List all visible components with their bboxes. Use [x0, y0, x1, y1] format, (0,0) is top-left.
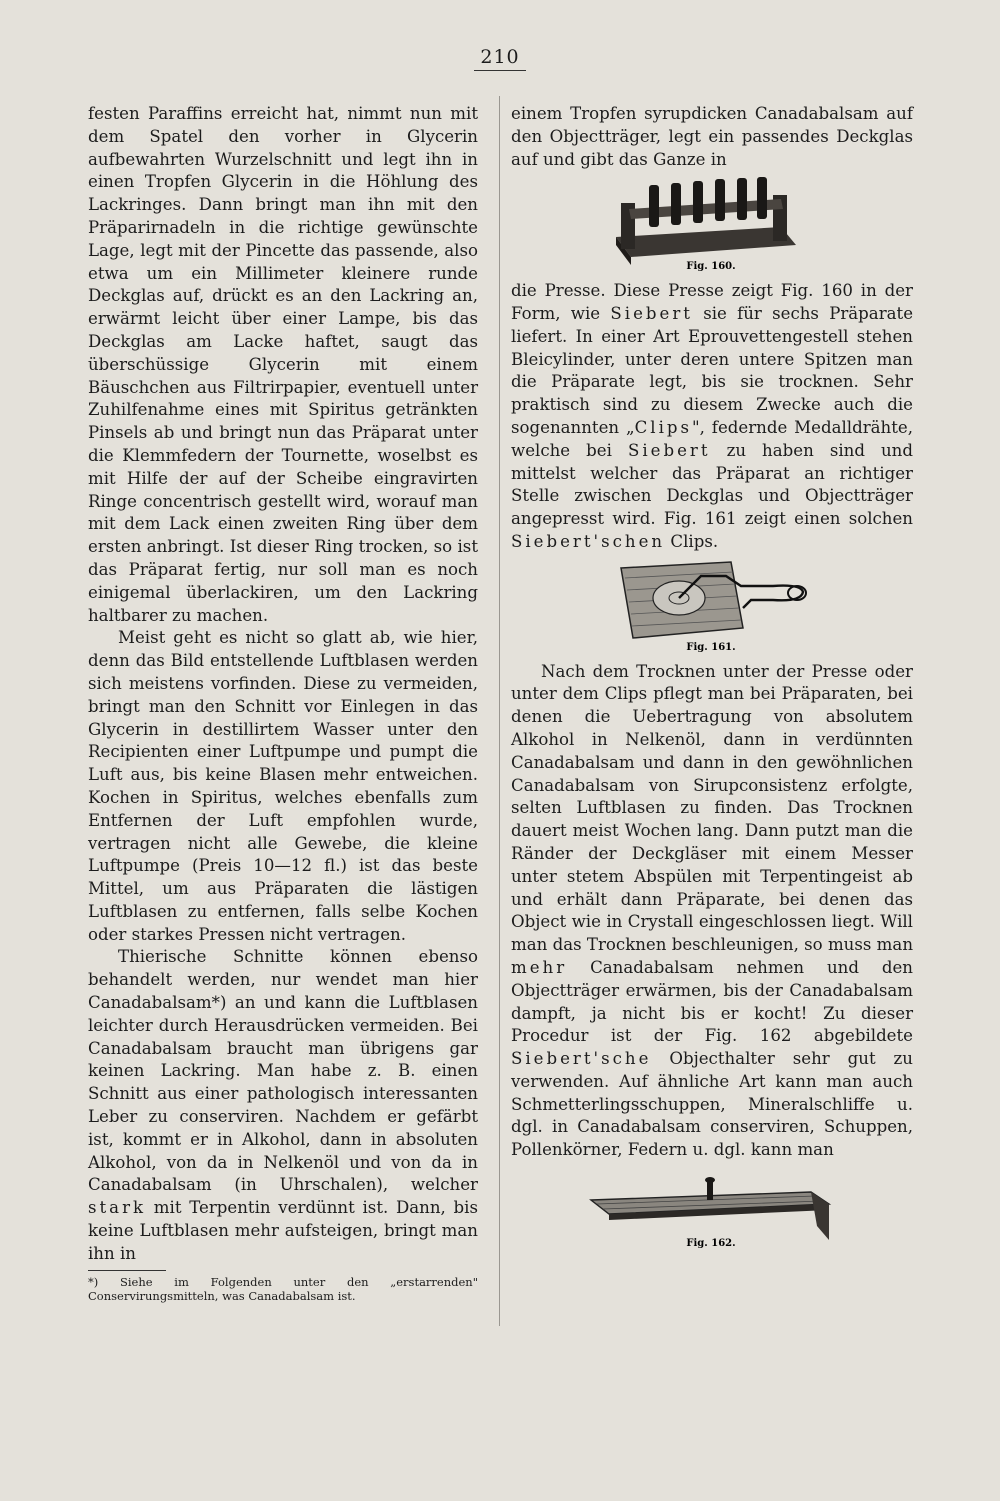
left-paragraph-2: Meist geht es nicht so glatt ab, wie hier, denn das Bild entstellende Luftblasen werden sich meistens vorfinden. Diese zu vermeiden, bringt man den Schnitt vor Einlegen in das Glycerin in destillirtem Wasser unter den Recipienten einer Luftpumpe und pumpt die Luft aus, bis keine Blasen mehr entweichen. Kochen in Spiritus, welches ebenfalls zum Entfernen der Luft empfohlen wurde, vertragen nicht alle Gewebe, die kleine Luftpumpe (Preis 10—12 fl.) ist das beste Mittel, um aus Präparaten die lästigen Luftblasen zu entfernen, falls selbe Kochen oder starkes Pressen nicht vertragen.	[88, 628, 478, 944]
right-paragraph-2-text-e: Clips.	[665, 531, 719, 551]
fig160-caption: Fig. 160.	[686, 261, 736, 273]
right-paragraph-3-text-b: Canadabalsam nehmen und den Objectträger erwärmen, bis der Canadabalsam dampft, ja nicht bis er kocht! Zu dieser Procedur ist der Fig. 162 abgebildete	[511, 957, 913, 1046]
name-siebert-2: Siebert	[627, 440, 711, 460]
figure-162	[511, 1166, 913, 1257]
name-siebert-4: Siebert'sche	[511, 1049, 652, 1069]
right-paragraph-1: einem Tropfen syrupdicken Canadabalsam auf den Objectträger, legt ein passendes Deckglas auf und gibt das Ganze in	[511, 104, 913, 169]
left-paragraph-3-text-b: mit Terpentin verdünnt ist. Dann, bis keine Luftblasen mehr aufsteigen, bringt man ihn in	[88, 1198, 478, 1263]
column-divider	[499, 96, 500, 1326]
term-clips: Clips	[634, 417, 693, 437]
page-number: 210	[480, 46, 520, 68]
right-paragraph-3-text-c: Objecthalter sehr gut zu verwenden. Auf ähnliche Art kann man auch Schmetterlingsschuppen, Mineralschliffe u. dgl. in Canadabalsam conserviren, Schuppen, Pollenkörner, Federn u. dgl. kann man	[511, 1049, 913, 1160]
clips-illustration	[511, 558, 913, 654]
left-paragraph-1: festen Paraffins erreicht hat, nimmt nun mit dem Spatel den vorher in Glycerin aufbewahrten Wurzelschnitt und legt ihn in einen Tropfen Glycerin in die Höhlung des Lackringes. Dann bringt man ihn mit den Präparirnadeln in die richtige gewünschte Lage, legt mit der Pincette das passende, also etwa um ein Millimeter kleinere runde Deckglas auf, drückt es an den Lackring an, erwärmt leicht über einer Lampe, bis das Deckglas am Lacke haftet, saugt das überschüssige Glycerin mit einem Bäuschchen aus Filtrirpapier, eventuell unter Zuhilfenahme eines mit Spiritus getränkten Pinsels ab und bringt nun das Präparat unter die Klemmfedern der Tournette, woselbst es mit Hilfe der auf der Scheibe eingravirten Ringe concentrisch gestellt wird, worauf man mit dem Lack einen zweiten Ring über dem ersten anbringt. Ist dieser Ring trocken, so ist das Präparat fertig, nur soll man es noch einigemal überlackiren, um den Lackring haltbarer zu machen.	[88, 104, 478, 625]
right-paragraph-2-text-b: sie für sechs Präparate liefert. In einer Art Eprouvettengestell stehen Bleicylinder, unter deren untere Spitzen man die Präparate legt, bis sie trocknen. Sehr praktisch sind zu diesem Zwecke auch die sogenannten „	[511, 303, 914, 437]
emphasis-mehr: mehr	[511, 957, 568, 977]
right-paragraph-2-text-a: die Presse. Diese Presse zeigt Fig. 160 in der Form, wie	[511, 281, 913, 323]
right-paragraph-3	[511, 661, 913, 1163]
right-paragraph-2-text-c: ", federnde Medalldrähte, welche bei	[511, 417, 913, 460]
name-siebert-3: Siebert'schen	[511, 531, 666, 551]
object-holder-illustration	[511, 1166, 913, 1250]
name-siebert-1: Siebert	[610, 303, 693, 323]
left-paragraph-3-text-a: Thierische Schnitte können ebenso behandelt werden, nur wendet man hier Canadabalsam*) an und kann die Luftblasen leichter durch Herausdrücken vermeiden. Bei Canadabalsam braucht man übrigens gar keinen Lackring. Man habe z. B. einen Schnitt aus einer pathologisch interessanten Leber zu conserviren. Nachdem er gefärbt ist, kommt er in Alkohol, dann in absoluten Alkohol, von da in Nelkenöl und von da in Canadabalsam (in Uhrschalen), welcher	[88, 947, 478, 1195]
fig162-caption: Fig. 162.	[686, 1238, 736, 1250]
right-paragraph-2	[511, 280, 913, 554]
right-paragraph-3-text-a: Nach dem Trocknen unter der Presse oder unter dem Clips pflegt man bei Präparaten, bei denen die Uebertragung von absolutem Alkohol in Nelkenöl, dann in verdünnten Canadabalsam und dann in den gewöhnlichen Canadabalsam von Sirupconsistenz erfolgte, selten Luftblasen zu finden. Das Trocknen dauert meist Wochen lang. Dann putzt man die Ränder der Deckgläser mit einem Messer unter stetem Abspülen mit Terpentingeist ab und erhält dann Präparate, bei denen das Object wie in Crystall eingeschlossen liegt. Will man das Trocknen beschleunigen, so muss man	[511, 661, 913, 955]
right-paragraph-2-text-d: zu haben sind und mittelst welcher das Präparat an richtiger Stelle zwischen Deckglas und Objectträger angepresst wird. Fig. 161 zeigt einen solchen	[511, 440, 913, 529]
footnote: *) Siehe im Folgenden unter den „erstarrenden" Conservirungsmitteln, was Canadabalsam ist.	[88, 1274, 478, 1303]
press-illustration	[511, 175, 913, 273]
figure-160	[511, 175, 913, 280]
footnote-rule	[88, 1270, 166, 1271]
left-column	[88, 103, 478, 1303]
fig161-caption: Fig. 161.	[686, 641, 736, 653]
emphasis-stark: stark	[88, 1198, 147, 1218]
right-column	[511, 103, 913, 1257]
left-paragraph-3	[88, 946, 478, 1265]
figure-161	[511, 558, 913, 661]
page-number-rule	[474, 70, 526, 71]
